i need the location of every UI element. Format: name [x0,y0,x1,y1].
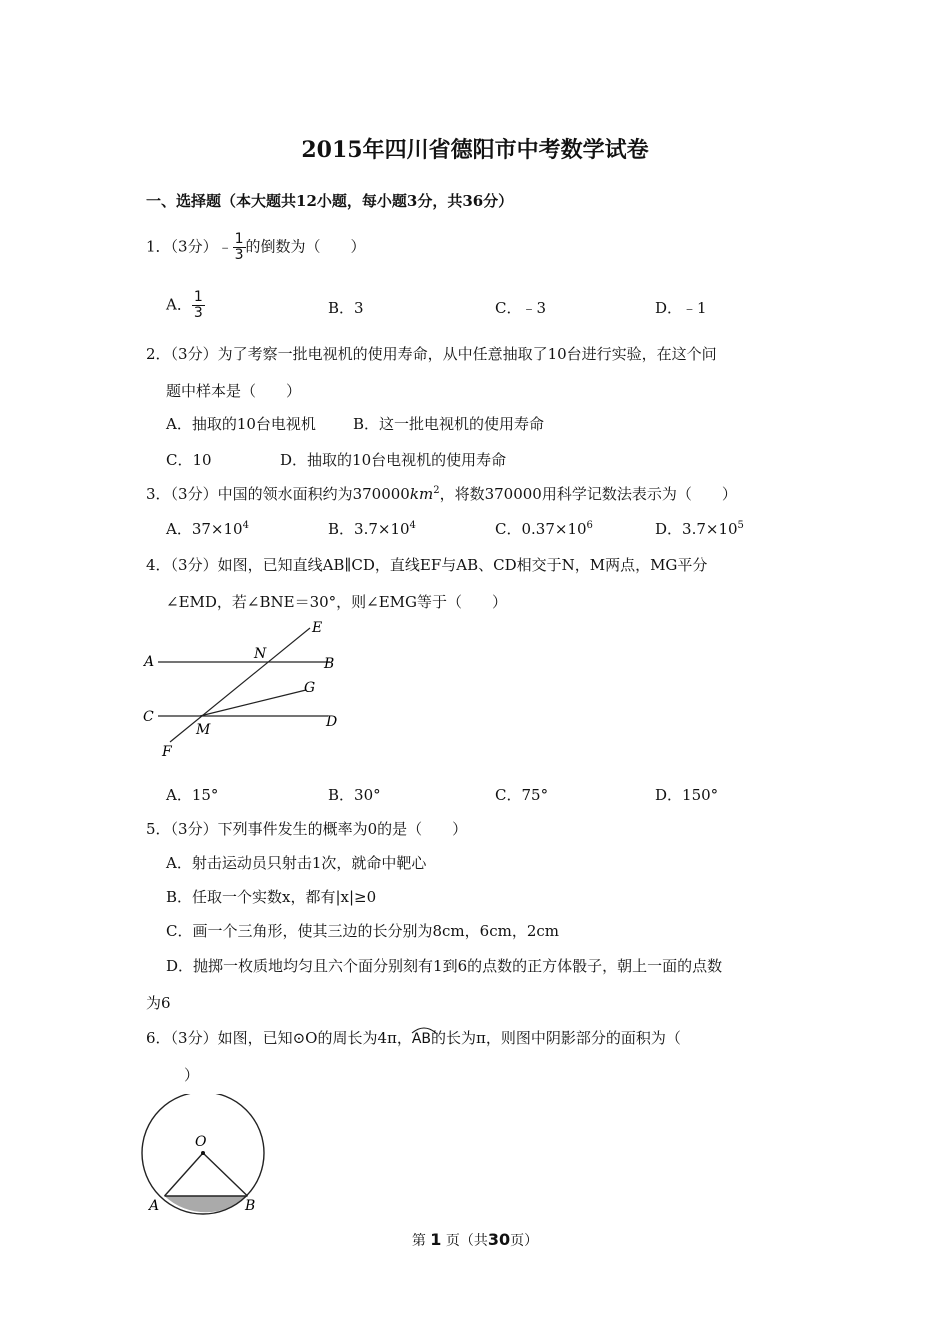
q4-stem-line1: 4．（3分）如图，已知直线AB∥CD，直线EF与AB、CD相交于N，M两点，MG平分 [146,556,708,574]
footer-post: 页） [510,1233,539,1249]
footer-total-pages: 30 [487,1230,511,1249]
q5-option-d-line1: D．抛掷一枚质地均匀且六个面分别刻有1到6的点数的正方体骰子，朝上一面的点数 [166,957,723,975]
ray-mg [200,690,306,716]
question-1 [146,232,366,263]
q1-fraction [233,232,246,263]
q2-option-a: A．抽取的10台电视机 [166,415,316,433]
q4-option-d: D．150° [655,786,719,804]
q1-opt-a-num: 1 [193,289,203,305]
q6-arc-ab [412,1031,431,1047]
q2-option-c: C．10 [166,451,212,469]
label-c: C [143,709,154,725]
section-heading: 一、选择题（本大题共12小题，每小题3分，共36分） [146,192,514,210]
q1-option-d: D．﹣1 [655,299,707,317]
q3-stem-pre: 3．（3分）中国的领水面积约为370000 [146,485,410,503]
q1-stem-post: 的倒数为（ ） [245,237,366,256]
q3-option-c [495,518,593,539]
q3-opt-d-text: D．3.7×10 [655,520,738,538]
q4-figure [140,618,350,763]
label-b: B [324,656,335,672]
q1-score: （3分） [170,237,218,256]
label-d: D [326,714,338,730]
q1-option-a-fraction [192,290,205,321]
q6-arc-text: AB [411,1031,432,1047]
q3-opt-b-text: B．3.7×10 [328,520,410,538]
q5-option-d-line2: 为6 [146,994,171,1012]
center-dot [201,1151,205,1155]
line-ef [170,628,310,742]
q6-figure [140,1094,270,1218]
q3-stem [146,483,737,504]
q3-opt-d-sup: 5 [737,520,744,531]
q3-unit-sup: 2 [433,485,440,496]
q1-frac-num: 1 [234,231,244,247]
q3-stem-post: ，将数370000用科学记数法表示为（ ） [439,485,737,503]
q5-option-a: A．射击运动员只射击1次，就命中靶心 [166,854,427,872]
label-e: E [312,620,323,636]
q4-option-c: C．75° [495,786,549,804]
q3-opt-c-sup: 6 [586,520,593,531]
q1-frac-den: 3 [234,247,244,263]
q1-option-b: B．3 [328,299,364,317]
label-a: A [149,1198,160,1214]
q5-stem: 5．（3分）下列事件发生的概率为0的是（ ） [146,820,468,838]
label-f: F [162,744,172,760]
radius-oa [165,1153,204,1196]
label-b: B [245,1198,256,1214]
q3-opt-a-text: A．37×10 [166,520,243,538]
q4-stem-line2: ∠EMD，若∠BNE＝30°，则∠EMG等于（ ） [166,593,508,611]
q1-number: 1． [146,237,171,256]
q4-option-b: B．30° [328,786,381,804]
q2-option-d: D．抽取的10台电视机的使用寿命 [280,451,507,469]
q2-stem-line1: 2．（3分）为了考察一批电视机的使用寿命，从中任意抽取了10台进行实验，在这个问 [146,345,717,363]
q3-option-d [655,518,744,539]
q4-option-a: A．15° [166,786,219,804]
page-footer [0,1230,950,1250]
q3-option-b [328,518,416,539]
q1-option-a [166,290,205,321]
q3-opt-b-sup: 4 [409,520,416,531]
q5-option-c: C．画一个三角形，使其三边的长分别为8cm，6cm，2cm [166,922,559,940]
page-title: 2015年四川省德阳市中考数学试卷 [301,137,649,163]
q3-unit: km [409,485,434,503]
q5-option-b: B．任取一个实数x，都有|x|≥0 [166,888,377,906]
q3-option-a [166,518,249,539]
q3-opt-a-sup: 4 [242,520,249,531]
footer-mid: 页（共 [445,1233,488,1249]
label-m: M [196,722,211,738]
arc-mark-icon [411,1026,437,1034]
q1-opt-a-den: 3 [193,305,203,321]
q2-stem-line2: 题中样本是（ ） [166,382,302,400]
label-a: A [144,654,155,670]
radius-ob [203,1153,248,1196]
label-n: N [254,646,267,662]
q1-stem-pre: ﹣ [217,237,233,256]
footer-page-number: 1 [430,1230,442,1249]
q6-stem-line1 [146,1027,681,1048]
q2-option-b: B．这一批电视机的使用寿命 [353,415,545,433]
q1-option-a-label: A． [166,295,192,314]
q3-opt-c-text: C．0.37×10 [495,520,587,538]
q1-option-c: C．﹣3 [495,299,547,317]
label-o: O [195,1134,207,1150]
q6-stem-post: 的长为π，则图中阴影部分的面积为（ [431,1029,681,1047]
q6-stem-pre: 6．（3分）如图，已知⊙O的周长为4π， [146,1029,412,1047]
footer-pre: 第 [411,1233,426,1249]
label-g: G [304,680,316,696]
q6-stem-line2: ） [184,1066,200,1084]
